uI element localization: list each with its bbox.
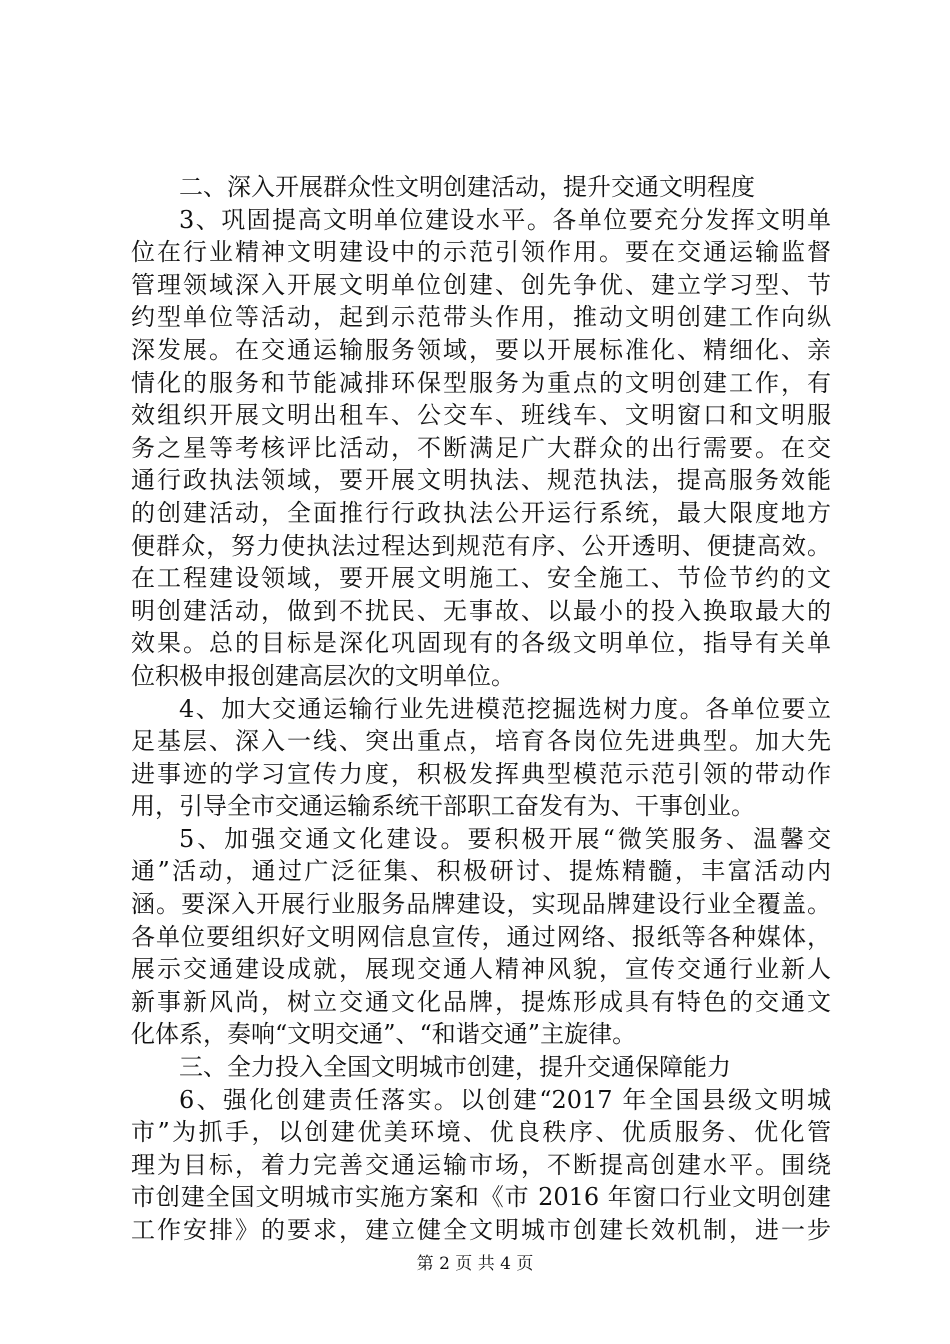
text-line: 进事迹的学习宣传力度，积极发挥典型模范示范引领的带动作 xyxy=(131,759,831,788)
text-line: 明创建活动，做到不扰民、无事故、以最小的投入换取最大的 xyxy=(131,596,831,625)
text-line: 在工程建设领域，要开展文明施工、安全施工、节俭节约的文 xyxy=(131,564,831,593)
page-footer: 第 2 页 共 4 页 xyxy=(416,1254,534,1274)
section-heading: 二、深入开展群众性文明创建活动，提升交通文明程度 xyxy=(179,173,755,201)
text-line: 各单位要组织好文明网信息宣传，通过网络、报纸等各种媒体， xyxy=(131,922,831,951)
text-line: 涵。要深入开展行业服务品牌建设，实现品牌建设行业全覆盖。 xyxy=(131,890,831,919)
text-line: 5、加强交通文化建设。要积极开展“微笑服务、温馨交 xyxy=(179,824,831,853)
text-line: 通”活动，通过广泛征集、积极研讨、提炼精髓，丰富活动内 xyxy=(131,857,831,886)
text-line: 用，引导全市交通运输系统干部职工奋发有为、干事创业。 xyxy=(131,792,755,821)
text-line: 通行政执法领域，要开展文明执法、规范执法，提高服务效能 xyxy=(131,466,831,495)
document-body xyxy=(131,171,831,1247)
text-line: 市创建全国文明城市实施方案和《市 2016 年窗口行业文明创建 xyxy=(131,1183,831,1212)
text-line: 约型单位等活动，起到示范带头作用，推动文明创建工作向纵 xyxy=(131,303,831,332)
text-line: 情化的服务和节能减排环保型服务为重点的文明创建工作，有 xyxy=(131,368,831,397)
text-line: 新事新风尚，树立交通文化品牌，提炼形成具有特色的交通文 xyxy=(131,987,831,1016)
text-line: 效果。总的目标是深化巩固现有的各级文明单位，指导有关单 xyxy=(131,629,831,658)
text-line: 4、加大交通运输行业先进模范挖掘选树力度。各单位要立 xyxy=(179,694,831,723)
text-line: 足基层、深入一线、突出重点，培育各岗位先进典型。加大先 xyxy=(131,727,831,756)
text-line: 的创建活动，全面推行行政执法公开运行系统，最大限度地方 xyxy=(131,498,831,527)
text-line: 便群众，努力使执法过程达到规范有序、公开透明、便捷高效。 xyxy=(131,531,831,560)
text-line: 位在行业精神文明建设中的示范引领作用。要在交通运输监督 xyxy=(131,238,831,267)
text-line: 管理领域深入开展文明单位创建、创先争优、建立学习型、节 xyxy=(131,270,831,299)
text-line: 位积极申报创建高层次的文明单位。 xyxy=(131,661,515,690)
section-heading: 三、全力投入全国文明城市创建，提升交通保障能力 xyxy=(179,1053,731,1082)
text-line: 效组织开展文明出租车、公交车、班线车、文明窗口和文明服 xyxy=(131,401,831,430)
text-line: 化体系，奏响“文明交通”、“和谐交通”主旋律。 xyxy=(131,1020,637,1049)
text-line: 务之星等考核评比活动，不断满足广大群众的出行需要。在交 xyxy=(131,433,831,462)
text-line: 6、强化创建责任落实。以创建“2017 年全国县级文明城 xyxy=(179,1085,831,1114)
text-line: 理为目标，着力完善交通运输市场，不断提高创建水平。围绕 xyxy=(131,1150,831,1179)
text-line: 展示交通建设成就，展现交通人精神风貌，宣传交通行业新人 xyxy=(131,955,831,984)
text-line: 深发展。在交通运输服务领域，要以开展标准化、精细化、亲 xyxy=(131,335,831,364)
text-line: 市”为抓手，以创建优美环境、优良秩序、优质服务、优化管 xyxy=(131,1118,831,1147)
text-line: 工作安排》的要求，建立健全文明城市创建长效机制，进一步 xyxy=(131,1216,831,1244)
text-line: 3、巩固提高文明单位建设水平。各单位要充分发挥文明单 xyxy=(179,205,831,234)
